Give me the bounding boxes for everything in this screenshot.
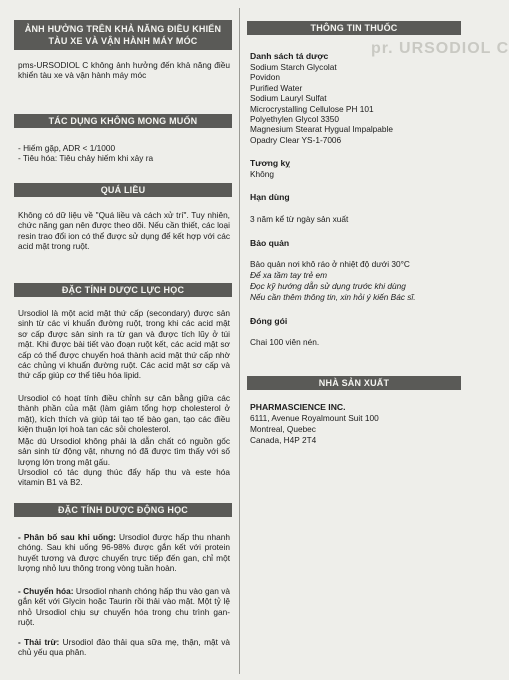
pharmacokinetics-metabolism bbox=[18, 586, 230, 628]
manufacturer-address-2: Montreal, Quebec bbox=[250, 424, 316, 434]
pharmacokinetics-distribution bbox=[18, 532, 230, 574]
interaction-label: Tương kỵ bbox=[250, 158, 291, 168]
excipient-item: Sodium Lauryl Sulfat bbox=[250, 93, 327, 104]
driving-title-line2: TÀU XE VÀ VẬN HÀNH MÁY MÓC bbox=[48, 36, 198, 46]
column-divider bbox=[239, 8, 240, 674]
manufacturer-name: PHARMASCIENCE INC. bbox=[250, 402, 346, 412]
excipient-item: Sodium Starch Glycolat bbox=[250, 62, 337, 72]
pharmacokinetics-title: ĐẶC TÍNH DƯỢC ĐỘNG HỌC bbox=[57, 505, 189, 515]
overdose-body: Không có dữ liệu về "Quá liều và cách xử trí". Tuy nhiên, chức năng gan nên được theo dõi. Nếu cần thiết, các loại resin trao đổi ion có thể được sử dụng để kết hợp với các acid mật trong ruột. bbox=[18, 210, 230, 252]
pharmacodynamics-title: ĐẶC TÍNH DƯỢC LỰC HỌC bbox=[61, 285, 185, 295]
interaction-value: Không bbox=[250, 169, 274, 179]
section-header-pharmacokinetics bbox=[14, 503, 232, 517]
excipient-item: Magnesium Stearat Hygual Impalpable bbox=[250, 124, 393, 135]
section-header-manufacturer bbox=[247, 376, 461, 390]
overdose-title: QUÁ LIỀU bbox=[100, 185, 146, 195]
driving-title-line1: ẢNH HƯỞNG TRÊN KHẢ NĂNG ĐIỀU KHIỂN bbox=[24, 24, 222, 34]
section-header-pharmacodynamics bbox=[14, 283, 232, 297]
manufacturer-address-3: Canada, H4P 2T4 bbox=[250, 435, 317, 445]
metabolism-lead: - Chuyển hóa: bbox=[18, 586, 74, 596]
excipients-list bbox=[250, 62, 450, 145]
ghost-brand-watermark: pr. URSODIOL C bbox=[371, 40, 509, 57]
excipient-item: Opadry Clear YS-1-7006 bbox=[250, 134, 342, 145]
pharmacodynamics-para-1: Ursodiol là một acid mật thứ cấp (secondary) được sản sinh từ các vi khuẩn đường ruột, trong khi các acid mật sơ cấp được sản sinh ra từ gan và được tích lũy ở túi mật. Khi được bài tiết vào đoạn ruột kết, các acid mật sơ cấp có thể được chuyển hoá thành acid mật thứ cấp nhờ các chủng vi khuẩn đường ruột. Các acid mật sơ cấp và thứ cấp giúp cơ thể tiêu hóa lipid. bbox=[18, 308, 230, 381]
distribution-text: Ursodiol được hấp thu nhanh chóng. Sau khi uống 96-98% được gắn kết với protein huyết tương và được chuyển trực tiếp đến gan, chỉ một lượng nhỏ lưu thông trong vòng tuần hoàn. bbox=[18, 532, 231, 574]
pharmacodynamics-para-3: Mặc dù Ursodiol không phải là dẫn chất có nguồn gốc sản sinh từ động vật, nhưng nó đã được tìm thấy với số lượng lớn trong mật gấu. bbox=[18, 436, 230, 467]
driving-body: pms-URSODIOL C không ảnh hưởng đến khả năng điều khiển tàu xe và vận hành máy móc bbox=[18, 60, 230, 81]
side-effects-line-2: - Tiêu hóa: Tiêu chảy hiếm khi xảy ra bbox=[18, 153, 154, 163]
excipient-item: Microcrystalling Cellulose PH 101 bbox=[250, 103, 374, 114]
storage-line-1: Bảo quản nơi khô ráo ở nhiệt độ dưới 30°C bbox=[250, 259, 410, 269]
excipient-item: Povidon bbox=[250, 72, 280, 83]
pharmacodynamics-para-2: Ursodiol có hoạt tính điều chỉnh sự cân bằng giữa các thành phần của mật (làm giảm tổng hợp cholesterol ở mật), kích thích và giúp tái tạo tế bào gan, tạo các điều kiện thuận lợi hoà tan các sỏi cholesterol. bbox=[18, 393, 230, 435]
storage-label: Bảo quản bbox=[250, 238, 290, 248]
metabolism-text: Ursodiol nhanh chóng hấp thu vào gan và gắn kết với Glycin hoặc Taurin rồi thải vào mật. Một tỷ lệ nhỏ Ursodiol chịu sự chuyển hóa trong chu trình gan-ruột. bbox=[18, 586, 230, 628]
packaging-value: Chai 100 viên nén. bbox=[250, 337, 320, 347]
pharmacodynamics-para-4: Ursodiol có tác dụng thúc đẩy hấp thu và este hóa vitamin B1 và B2. bbox=[18, 467, 230, 488]
section-header-overdose bbox=[14, 183, 232, 197]
manufacturer-address-1: 6111, Avenue Royalmount Suit 100 bbox=[250, 413, 379, 423]
excipients-label: Danh sách tá dược bbox=[250, 51, 329, 61]
distribution-lead: - Phân bố sau khi uống: bbox=[18, 532, 116, 542]
section-header-driving bbox=[14, 20, 232, 50]
storage-line-4: Nếu cần thêm thông tin, xin hỏi ý kiến Bác sĩ. bbox=[250, 292, 416, 302]
excipient-item: Purified Water bbox=[250, 82, 303, 93]
packaging-label: Đóng gói bbox=[250, 316, 288, 326]
section-header-drug-info bbox=[247, 21, 461, 35]
section-header-side-effects bbox=[14, 114, 232, 128]
drug-info-title: THÔNG TIN THUỐC bbox=[310, 23, 398, 33]
elimination-lead: - Thải trừ: bbox=[18, 637, 60, 647]
storage-line-2: Để xa tầm tay trẻ em bbox=[250, 270, 328, 280]
shelf-life-label: Hạn dùng bbox=[250, 192, 290, 202]
storage-line-3: Đọc kỹ hướng dẫn sử dụng trước khi dùng bbox=[250, 281, 406, 291]
shelf-life-value: 3 năm kể từ ngày sản xuất bbox=[250, 214, 349, 224]
excipient-item: Polyethylen Glycol 3350 bbox=[250, 114, 340, 125]
side-effects-title: TÁC DỤNG KHÔNG MONG MUỐN bbox=[48, 116, 198, 126]
side-effects-line-1: - Hiếm gặp, ADR < 1/1000 bbox=[18, 143, 116, 153]
elimination-text: Ursodiol đào thải qua sữa mẹ, thận, mật và chủ yếu qua phân. bbox=[18, 637, 230, 658]
manufacturer-title: NHÀ SẢN XUẤT bbox=[318, 378, 390, 388]
pharmacokinetics-elimination bbox=[18, 637, 230, 658]
